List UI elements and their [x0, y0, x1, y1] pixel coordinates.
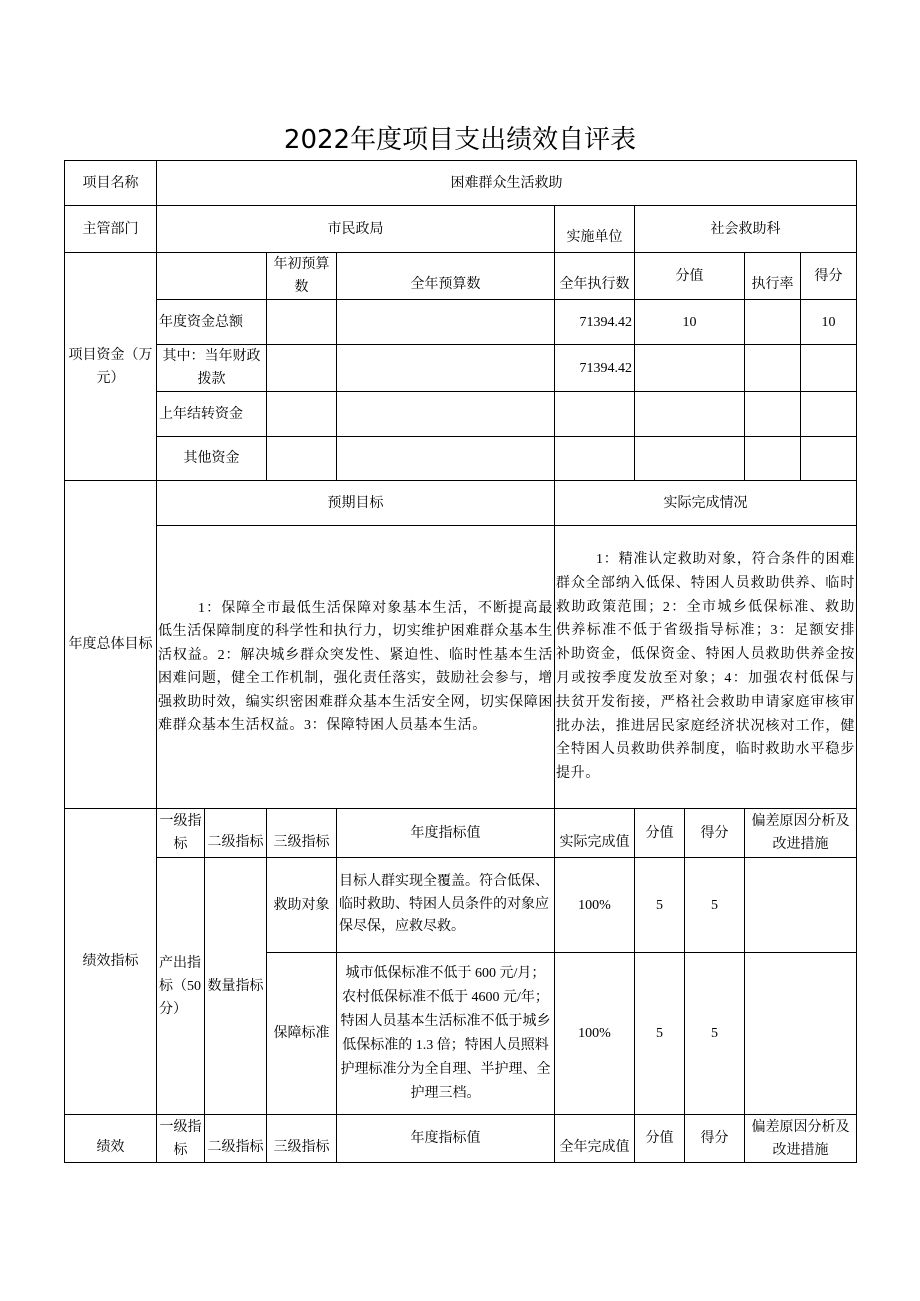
- fund-row-2-annual-executed: 71394.42: [555, 345, 635, 392]
- indicator-row-1-level3: 救助对象: [267, 858, 337, 953]
- fund-row-4-initial-budget: [267, 437, 337, 481]
- project-funds-label: 项目资金（万元）: [65, 253, 157, 481]
- indicator-row-2-deviation: [745, 953, 857, 1115]
- fund-row-4-annual-budget: [337, 437, 555, 481]
- fund-row-2-name: 其中：当年财政拨款: [157, 345, 267, 392]
- indicator-level1-value: 产出指标（50分）: [157, 858, 205, 1115]
- indicator-header-score-value: 分值: [635, 809, 685, 858]
- funds-header-score: 得分: [801, 253, 857, 300]
- indicator-header-level2: 二级指标: [205, 809, 267, 858]
- performance-evaluation-table: [64, 160, 857, 1163]
- expected-goals-text: 1：保障全市最低生活保障对象基本生活，不断提高最低生活保障制度的科学性和执行力，切实维护困难群众基本生活权益。2：解决城乡群众突发性、紧迫性、临时性基本生活困难问题，健全工作机制，强化责任落实，鼓励社会参与，增强救助时效，编实织密困难群众基本生活安全网，切实保障困难群众基本生活权益。3：保障特困人员基本生活。: [157, 526, 555, 809]
- fund-row-2-annual-budget: [337, 345, 555, 392]
- fund-row-1-score-value: 10: [635, 300, 745, 345]
- fund-row-3-score: [801, 392, 857, 437]
- department-label: 主管部门: [65, 206, 157, 253]
- funds-header-execution-rate: 执行率: [745, 253, 801, 300]
- indicator-row-1-actual-value: 100%: [555, 858, 635, 953]
- fund-row-4-annual-executed: [555, 437, 635, 481]
- actual-completion-header: 实际完成情况: [555, 481, 857, 526]
- indicator-row-1-target: 目标人群实现全覆盖。符合低保、临时救助、特困人员条件的对象应保尽保，应救尽救。: [337, 858, 555, 953]
- implementing-unit-label: 实施单位: [555, 206, 635, 253]
- indicator-continued-header-actual-value: 全年完成值: [555, 1115, 635, 1163]
- indicator-row-1-deviation: [745, 858, 857, 953]
- funds-header-blank: [157, 253, 267, 300]
- actual-completion-text: 1：精准认定救助对象，符合条件的困难群众全部纳入低保、特困人员救助供养、临时救助政策范围；2：全市城乡低保标准、救助供养标准不低于省级指导标准；3：足额安排补助资金，低保资金、特困人员救助供养金按月或按季度发放至对象；4：加强农村低保与扶贫开发衔接，严格社会救助申请家庭审核审批办法，推进居民家庭经济状况核对工作，健全特困人员救助供养制度，临时救助水平稳步提升。: [555, 526, 857, 809]
- page-title: 2022年度项目支出绩效自评表: [283, 125, 637, 155]
- funds-header-initial-budget: 年初预算数: [267, 253, 337, 300]
- indicator-row-2-level3: 保障标准: [267, 953, 337, 1115]
- funds-header-score-value: 分值: [635, 253, 745, 300]
- indicator-header-score: 得分: [685, 809, 745, 858]
- indicators-continued-label: 绩效: [65, 1115, 157, 1163]
- fund-row-1-annual-executed: 71394.42: [555, 300, 635, 345]
- fund-row-1-score: 10: [801, 300, 857, 345]
- implementing-unit-value: 社会救助科: [635, 206, 857, 253]
- fund-row-4-name: 其他资金: [157, 437, 267, 481]
- indicator-header-level3: 三级指标: [267, 809, 337, 858]
- fund-row-4-score: [801, 437, 857, 481]
- fund-row-4-execution-rate: [745, 437, 801, 481]
- indicator-row-2-target: 城市低保标准不低于 600 元/月；农村低保标准不低于 4600 元/年；特困人员基本生活标准不低于城乡低保标准的 1.3 倍；特困人员照料护理标准分为全自理、半护理、全护理三档。: [337, 953, 555, 1115]
- indicator-continued-header-annual-target: 年度指标值: [337, 1115, 555, 1163]
- fund-row-3-name: 上年结转资金: [157, 392, 267, 437]
- indicator-continued-header-level1: 一级指标: [157, 1115, 205, 1163]
- funds-header-annual-executed: 全年执行数: [555, 253, 635, 300]
- funds-header-annual-budget: 全年预算数: [337, 253, 555, 300]
- fund-row-4-score-value: [635, 437, 745, 481]
- indicator-row-2-score-value: 5: [635, 953, 685, 1115]
- indicator-level2-value: 数量指标: [205, 858, 267, 1115]
- indicators-label: 绩效指标: [65, 809, 157, 1115]
- indicator-continued-header-score: 得分: [685, 1115, 745, 1163]
- expected-goals-header: 预期目标: [157, 481, 555, 526]
- indicator-row-1-score: 5: [685, 858, 745, 953]
- indicator-header-deviation: 偏差原因分析及改进措施: [745, 809, 857, 858]
- indicator-continued-header-level2: 二级指标: [205, 1115, 267, 1163]
- indicator-continued-header-level3: 三级指标: [267, 1115, 337, 1163]
- indicator-row-2-score: 5: [685, 953, 745, 1115]
- fund-row-2-score: [801, 345, 857, 392]
- fund-row-3-execution-rate: [745, 392, 801, 437]
- indicator-continued-header-deviation: 偏差原因分析及改进措施: [745, 1115, 857, 1163]
- indicator-row-2-actual-value: 100%: [555, 953, 635, 1115]
- fund-row-3-annual-executed: [555, 392, 635, 437]
- project-name-label: 项目名称: [65, 161, 157, 206]
- fund-row-2-score-value: [635, 345, 745, 392]
- fund-row-2-initial-budget: [267, 345, 337, 392]
- fund-row-3-annual-budget: [337, 392, 555, 437]
- fund-row-3-initial-budget: [267, 392, 337, 437]
- annual-goals-label: 年度总体目标: [65, 481, 157, 809]
- indicator-continued-header-score-value: 分值: [635, 1115, 685, 1163]
- fund-row-1-name: 年度资金总额: [157, 300, 267, 345]
- project-name-value: 困难群众生活救助: [157, 161, 857, 206]
- department-value: 市民政局: [157, 206, 555, 253]
- fund-row-1-initial-budget: [267, 300, 337, 345]
- fund-row-2-execution-rate: [745, 345, 801, 392]
- indicator-row-1-score-value: 5: [635, 858, 685, 953]
- fund-row-1-annual-budget: [337, 300, 555, 345]
- indicator-header-annual-target: 年度指标值: [337, 809, 555, 858]
- fund-row-3-score-value: [635, 392, 745, 437]
- indicator-header-level1: 一级指标: [157, 809, 205, 858]
- fund-row-1-execution-rate: [745, 300, 801, 345]
- indicator-header-actual-value: 实际完成值: [555, 809, 635, 858]
